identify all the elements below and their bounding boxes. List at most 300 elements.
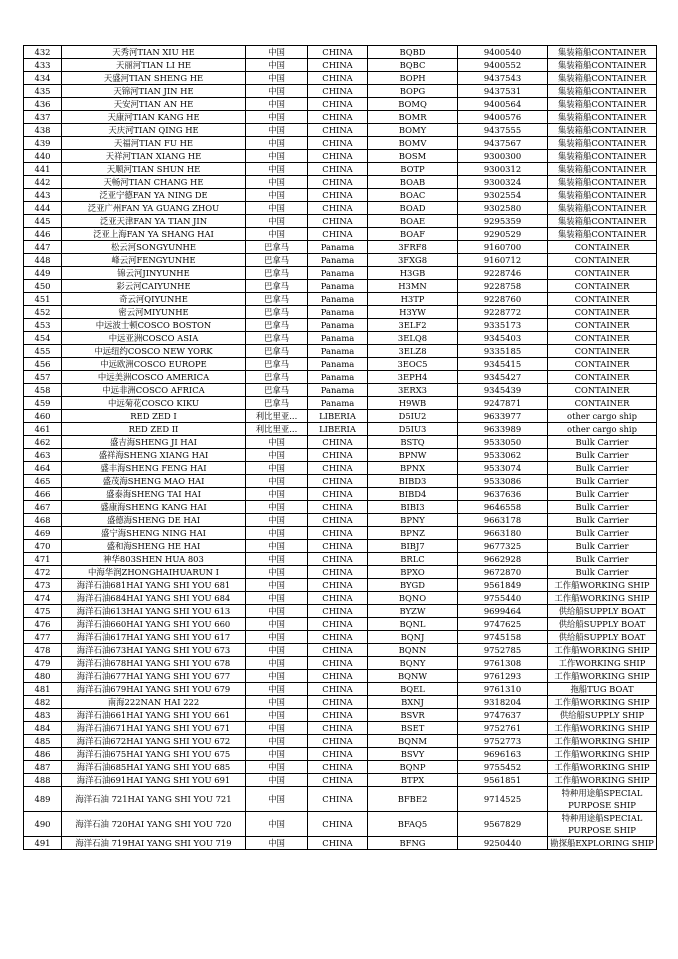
call-sign: BSET [368, 722, 458, 735]
flag-en: CHINA [308, 670, 368, 683]
ship-type: 工作船WORKING SHIP [548, 735, 657, 748]
table-row [24, 488, 657, 501]
call-sign: D5IU2 [368, 410, 458, 423]
ship-name: 盛茂海SHENG MAO HAI [62, 475, 246, 488]
call-sign: 3ELF2 [368, 319, 458, 332]
row-number: 436 [24, 98, 62, 111]
ship-type: 供给船SUPPLY BOAT [548, 618, 657, 631]
call-sign: 3FRF8 [368, 241, 458, 254]
imo-number: 9250440 [458, 837, 548, 850]
imo-number: 9752761 [458, 722, 548, 735]
ship-name: 海洋石油685HAI YANG SHI YOU 685 [62, 761, 246, 774]
table-row [24, 306, 657, 319]
flag-en: CHINA [308, 618, 368, 631]
ship-name: 海洋石油681HAI YANG SHI YOU 681 [62, 579, 246, 592]
table-row [24, 137, 657, 150]
imo-number: 9302580 [458, 202, 548, 215]
ship-name: 海洋石油684HAI YANG SHI YOU 684 [62, 592, 246, 605]
ship-name: 密云河MIYUNHE [62, 306, 246, 319]
row-number: 440 [24, 150, 62, 163]
table-row [24, 397, 657, 410]
ship-type: 工作船WORKING SHIP [548, 761, 657, 774]
flag-en: CHINA [308, 124, 368, 137]
row-number: 464 [24, 462, 62, 475]
flag-cn: 巴拿马 [246, 358, 308, 371]
imo-number: 9335185 [458, 345, 548, 358]
row-number: 443 [24, 189, 62, 202]
call-sign: BOAB [368, 176, 458, 189]
ship-name: 天福河TIAN FU HE [62, 137, 246, 150]
ship-type: CONTAINER [548, 371, 657, 384]
call-sign: 3EOC5 [368, 358, 458, 371]
ship-type: CONTAINER [548, 332, 657, 345]
table-row [24, 319, 657, 332]
row-number: 445 [24, 215, 62, 228]
flag-cn: 中国 [246, 228, 308, 241]
ship-name: 海洋石油677HAI YANG SHI YOU 677 [62, 670, 246, 683]
flag-en: Panama [308, 280, 368, 293]
flag-en: CHINA [308, 202, 368, 215]
imo-number: 9345403 [458, 332, 548, 345]
table-row [24, 345, 657, 358]
imo-number: 9400552 [458, 59, 548, 72]
flag-en: Panama [308, 384, 368, 397]
ship-type: 工作船WORKING SHIP [548, 696, 657, 709]
ship-type: Bulk Carrier [548, 501, 657, 514]
flag-en: Panama [308, 267, 368, 280]
flag-en: CHINA [308, 812, 368, 837]
imo-number: 9400564 [458, 98, 548, 111]
table-row [24, 748, 657, 761]
imo-number: 9345415 [458, 358, 548, 371]
imo-number: 9696163 [458, 748, 548, 761]
call-sign: BSVR [368, 709, 458, 722]
imo-number: 9677325 [458, 540, 548, 553]
ship-name: 泛亚上海FAN YA SHANG HAI [62, 228, 246, 241]
call-sign: H3MN [368, 280, 458, 293]
table-row [24, 254, 657, 267]
flag-en: CHINA [308, 449, 368, 462]
imo-number: 9247871 [458, 397, 548, 410]
flag-cn: 中国 [246, 215, 308, 228]
flag-cn: 中国 [246, 774, 308, 787]
imo-number: 9761310 [458, 683, 548, 696]
table-row [24, 631, 657, 644]
row-number: 441 [24, 163, 62, 176]
flag-cn: 巴拿马 [246, 371, 308, 384]
call-sign: BOAD [368, 202, 458, 215]
table-row [24, 553, 657, 566]
row-number: 483 [24, 709, 62, 722]
flag-en: Panama [308, 397, 368, 410]
flag-cn: 中国 [246, 46, 308, 59]
row-number: 488 [24, 774, 62, 787]
flag-en: CHINA [308, 527, 368, 540]
ship-name: 盛德海SHENG DE HAI [62, 514, 246, 527]
table-row [24, 202, 657, 215]
ship-name: 天康河TIAN KANG HE [62, 111, 246, 124]
table-row [24, 46, 657, 59]
row-number: 444 [24, 202, 62, 215]
flag-cn: 中国 [246, 59, 308, 72]
ship-name: 泛亚广州FAN YA GUANG ZHOU [62, 202, 246, 215]
flag-en: Panama [308, 293, 368, 306]
flag-cn: 利比里亚... [246, 410, 308, 423]
ship-type: other cargo ship [548, 423, 657, 436]
flag-cn: 中国 [246, 124, 308, 137]
flag-en: CHINA [308, 631, 368, 644]
flag-en: CHINA [308, 837, 368, 850]
table-row [24, 812, 657, 837]
flag-en: CHINA [308, 735, 368, 748]
flag-en: Panama [308, 241, 368, 254]
flag-cn: 中国 [246, 176, 308, 189]
table-row [24, 332, 657, 345]
table-row [24, 605, 657, 618]
row-number: 478 [24, 644, 62, 657]
imo-number: 9561851 [458, 774, 548, 787]
flag-cn: 中国 [246, 462, 308, 475]
ship-type: 集装箱船CONTAINER [548, 124, 657, 137]
ship-type: 集装箱船CONTAINER [548, 189, 657, 202]
call-sign: BIBJ7 [368, 540, 458, 553]
table-row [24, 267, 657, 280]
table-row [24, 436, 657, 449]
flag-en: CHINA [308, 72, 368, 85]
flag-en: CHINA [308, 189, 368, 202]
ship-type: CONTAINER [548, 280, 657, 293]
call-sign: BQNM [368, 735, 458, 748]
flag-en: CHINA [308, 566, 368, 579]
row-number: 442 [24, 176, 62, 189]
call-sign: 3ERX3 [368, 384, 458, 397]
call-sign: 3ELZ8 [368, 345, 458, 358]
imo-number: 9747625 [458, 618, 548, 631]
flag-cn: 中国 [246, 189, 308, 202]
flag-cn: 中国 [246, 488, 308, 501]
ship-name: 松云河SONGYUNHE [62, 241, 246, 254]
row-number: 470 [24, 540, 62, 553]
ship-name: 盛泰海SHENG TAI HAI [62, 488, 246, 501]
flag-en: CHINA [308, 644, 368, 657]
ship-type: CONTAINER [548, 267, 657, 280]
call-sign: H3TP [368, 293, 458, 306]
flag-cn: 巴拿马 [246, 306, 308, 319]
row-number: 439 [24, 137, 62, 150]
flag-en: CHINA [308, 592, 368, 605]
flag-en: CHINA [308, 163, 368, 176]
imo-number: 9755440 [458, 592, 548, 605]
flag-en: Panama [308, 371, 368, 384]
flag-cn: 中国 [246, 631, 308, 644]
flag-cn: 中国 [246, 514, 308, 527]
ship-name: 盛丰海SHENG FENG HAI [62, 462, 246, 475]
call-sign: BOMV [368, 137, 458, 150]
imo-number: 9633977 [458, 410, 548, 423]
imo-number: 9318204 [458, 696, 548, 709]
flag-cn: 巴拿马 [246, 293, 308, 306]
imo-number: 9160700 [458, 241, 548, 254]
call-sign: BPNZ [368, 527, 458, 540]
row-number: 475 [24, 605, 62, 618]
ship-type: 特种用途船SPECIAL PURPOSE SHIP [548, 787, 657, 812]
ship-name: 天丽河TIAN LI HE [62, 59, 246, 72]
row-number: 437 [24, 111, 62, 124]
ship-name: 中远欧洲COSCO EUROPE [62, 358, 246, 371]
table-row [24, 501, 657, 514]
imo-number: 9561849 [458, 579, 548, 592]
ship-type: CONTAINER [548, 384, 657, 397]
ship-name: 盛和海SHENG HE HAI [62, 540, 246, 553]
table-row [24, 98, 657, 111]
call-sign: BYGD [368, 579, 458, 592]
ship-name: RED ZED I [62, 410, 246, 423]
row-number: 461 [24, 423, 62, 436]
flag-cn: 中国 [246, 722, 308, 735]
call-sign: H3YW [368, 306, 458, 319]
ship-type: CONTAINER [548, 397, 657, 410]
table-row [24, 475, 657, 488]
flag-en: CHINA [308, 436, 368, 449]
imo-number: 9300312 [458, 163, 548, 176]
row-number: 451 [24, 293, 62, 306]
imo-number: 9761293 [458, 670, 548, 683]
flag-en: CHINA [308, 579, 368, 592]
flag-en: CHINA [308, 111, 368, 124]
call-sign: BXNJ [368, 696, 458, 709]
call-sign: BRLC [368, 553, 458, 566]
table-row [24, 787, 657, 812]
flag-cn: 中国 [246, 150, 308, 163]
row-number: 477 [24, 631, 62, 644]
flag-cn: 中国 [246, 644, 308, 657]
ship-type: Bulk Carrier [548, 488, 657, 501]
flag-cn: 中国 [246, 683, 308, 696]
flag-cn: 巴拿马 [246, 319, 308, 332]
table-row [24, 176, 657, 189]
imo-number: 9437543 [458, 72, 548, 85]
row-number: 434 [24, 72, 62, 85]
call-sign: H3GB [368, 267, 458, 280]
table-row [24, 280, 657, 293]
flag-en: CHINA [308, 462, 368, 475]
row-number: 438 [24, 124, 62, 137]
call-sign: BQBD [368, 46, 458, 59]
ship-type: Bulk Carrier [548, 553, 657, 566]
imo-number: 9345427 [458, 371, 548, 384]
row-number: 474 [24, 592, 62, 605]
call-sign: BFBE2 [368, 787, 458, 812]
row-number: 462 [24, 436, 62, 449]
table-row [24, 410, 657, 423]
flag-en: CHINA [308, 228, 368, 241]
ship-name: 天祥河TIAN XIANG HE [62, 150, 246, 163]
row-number: 487 [24, 761, 62, 774]
row-number: 486 [24, 748, 62, 761]
imo-number: 9437531 [458, 85, 548, 98]
call-sign: BYZW [368, 605, 458, 618]
flag-cn: 中国 [246, 761, 308, 774]
flag-cn: 中国 [246, 98, 308, 111]
call-sign: BOAE [368, 215, 458, 228]
row-number: 479 [24, 657, 62, 670]
flag-en: CHINA [308, 514, 368, 527]
flag-en: CHINA [308, 696, 368, 709]
ship-type: Bulk Carrier [548, 462, 657, 475]
ship-type: 集装箱船CONTAINER [548, 46, 657, 59]
table-row [24, 72, 657, 85]
ship-name: 海洋石油661HAI YANG SHI YOU 661 [62, 709, 246, 722]
ship-type: 集装箱船CONTAINER [548, 176, 657, 189]
ship-name: RED ZED II [62, 423, 246, 436]
flag-en: CHINA [308, 722, 368, 735]
flag-en: CHINA [308, 540, 368, 553]
ship-type: CONTAINER [548, 319, 657, 332]
flag-cn: 中国 [246, 709, 308, 722]
ship-name: 天畅河TIAN CHANG HE [62, 176, 246, 189]
call-sign: BSTQ [368, 436, 458, 449]
call-sign: 3FXG8 [368, 254, 458, 267]
ship-type: 集装箱船CONTAINER [548, 215, 657, 228]
flag-en: CHINA [308, 215, 368, 228]
ship-name: 中远非洲COSCO AFRICA [62, 384, 246, 397]
ship-type: 供给船SUPPLY BOAT [548, 631, 657, 644]
imo-number: 9345439 [458, 384, 548, 397]
row-number: 453 [24, 319, 62, 332]
table-row [24, 215, 657, 228]
ship-name: 海洋石油 719HAI YANG SHI YOU 719 [62, 837, 246, 850]
ship-type: 勘探船EXPLORING SHIP [548, 837, 657, 850]
ship-type: 集装箱船CONTAINER [548, 111, 657, 124]
imo-number: 9672870 [458, 566, 548, 579]
table-row [24, 59, 657, 72]
ship-type: CONTAINER [548, 306, 657, 319]
table-row [24, 384, 657, 397]
flag-cn: 中国 [246, 527, 308, 540]
flag-cn: 中国 [246, 605, 308, 618]
ship-type: CONTAINER [548, 293, 657, 306]
ship-type: 工作船WORKING SHIP [548, 774, 657, 787]
row-number: 472 [24, 566, 62, 579]
ship-name: 中海华润ZHONGHAIHUARUN I [62, 566, 246, 579]
table-row [24, 150, 657, 163]
ship-type: 集装箱船CONTAINER [548, 72, 657, 85]
table-row [24, 358, 657, 371]
ship-name: 峰云河FENGYUNHE [62, 254, 246, 267]
table-row [24, 670, 657, 683]
ship-type: 集装箱船CONTAINER [548, 228, 657, 241]
flag-en: CHINA [308, 85, 368, 98]
ship-name: 海洋石油672HAI YANG SHI YOU 672 [62, 735, 246, 748]
flag-en: CHINA [308, 46, 368, 59]
row-number: 455 [24, 345, 62, 358]
table-row [24, 111, 657, 124]
ship-type: 工作船WORKING SHIP [548, 592, 657, 605]
imo-number: 9160712 [458, 254, 548, 267]
flag-cn: 中国 [246, 501, 308, 514]
flag-cn: 利比里亚... [246, 423, 308, 436]
ship-type: 集装箱船CONTAINER [548, 150, 657, 163]
ship-name: 中远美洲COSCO AMERICA [62, 371, 246, 384]
ship-registry-table [23, 45, 657, 850]
flag-cn: 中国 [246, 72, 308, 85]
imo-number: 9663180 [458, 527, 548, 540]
imo-number: 9400576 [458, 111, 548, 124]
ship-name: 天安河TIAN AN HE [62, 98, 246, 111]
row-number: 460 [24, 410, 62, 423]
ship-name: 海洋石油671HAI YANG SHI YOU 671 [62, 722, 246, 735]
flag-cn: 中国 [246, 202, 308, 215]
ship-type: Bulk Carrier [548, 514, 657, 527]
row-number: 457 [24, 371, 62, 384]
imo-number: 9567829 [458, 812, 548, 837]
call-sign: BOTP [368, 163, 458, 176]
ship-name: 中远亚洲COSCO ASIA [62, 332, 246, 345]
call-sign: BPXO [368, 566, 458, 579]
table-row [24, 837, 657, 850]
table-row [24, 371, 657, 384]
call-sign: 3ELQ8 [368, 332, 458, 345]
call-sign: BOMQ [368, 98, 458, 111]
call-sign: BIBD3 [368, 475, 458, 488]
table-row [24, 657, 657, 670]
flag-cn: 中国 [246, 837, 308, 850]
imo-number: 9637636 [458, 488, 548, 501]
call-sign: BQBC [368, 59, 458, 72]
ship-name: 锦云河JINYUNHE [62, 267, 246, 280]
ship-type: 特种用途船SPECIAL PURPOSE SHIP [548, 812, 657, 837]
flag-cn: 中国 [246, 735, 308, 748]
call-sign: BQNP [368, 761, 458, 774]
imo-number: 9533074 [458, 462, 548, 475]
ship-name: 彩云河CAIYUNHE [62, 280, 246, 293]
imo-number: 9295359 [458, 215, 548, 228]
imo-number: 9228760 [458, 293, 548, 306]
imo-number: 9714525 [458, 787, 548, 812]
call-sign: BQNN [368, 644, 458, 657]
flag-cn: 中国 [246, 618, 308, 631]
row-number: 482 [24, 696, 62, 709]
ship-type: CONTAINER [548, 254, 657, 267]
flag-en: CHINA [308, 605, 368, 618]
flag-en: CHINA [308, 748, 368, 761]
flag-en: Panama [308, 306, 368, 319]
call-sign: BFNG [368, 837, 458, 850]
imo-number: 9761308 [458, 657, 548, 670]
ship-name: 中远纽约COSCO NEW YORK [62, 345, 246, 358]
row-number: 480 [24, 670, 62, 683]
ship-name: 天顺河TIAN SHUN HE [62, 163, 246, 176]
table-row [24, 774, 657, 787]
table-row [24, 540, 657, 553]
flag-cn: 中国 [246, 85, 308, 98]
ship-type: 集装箱船CONTAINER [548, 98, 657, 111]
imo-number: 9646558 [458, 501, 548, 514]
ship-type: Bulk Carrier [548, 566, 657, 579]
table-row [24, 696, 657, 709]
flag-en: Panama [308, 319, 368, 332]
call-sign: BQNO [368, 592, 458, 605]
flag-en: CHINA [308, 501, 368, 514]
row-number: 433 [24, 59, 62, 72]
flag-cn: 巴拿马 [246, 397, 308, 410]
call-sign: BOSM [368, 150, 458, 163]
ship-name: 海洋石油675HAI YANG SHI YOU 675 [62, 748, 246, 761]
table-row [24, 241, 657, 254]
flag-cn: 巴拿马 [246, 254, 308, 267]
table-row [24, 449, 657, 462]
row-number: 469 [24, 527, 62, 540]
